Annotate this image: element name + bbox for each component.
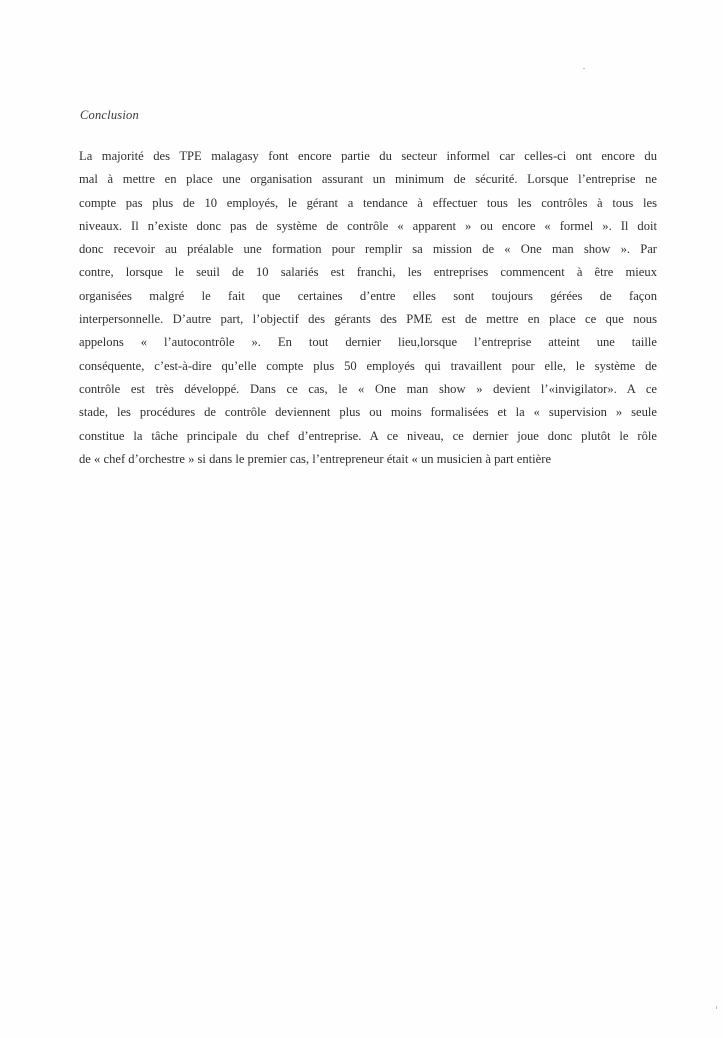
conclusion-paragraph [79, 145, 657, 471]
paragraph-line: compte pas plus de 10 employés, le gérant a tendance à effectuer tous les contrôles à tous les [79, 195, 657, 210]
paragraph-line: organisées malgré le fait que certaines d’entre elles sont toujours gérées de façon [79, 288, 657, 303]
paragraph-line: La majorité des TPE malagasy font encore partie du secteur informel car celles-ci ont encore du [79, 149, 657, 163]
paragraph-line: contrôle est très développé. Dans ce cas, le « One man show » devient l’«invigilator». A ce [79, 381, 657, 396]
scan-speck [583, 68, 585, 69]
paragraph-line: stade, les procédures de contrôle deviennent plus ou moins formalisées et la « supervision » seule [79, 405, 657, 420]
paragraph-line: donc recevoir au préalable une formation pour remplir sa mission de « One man show ». Par [79, 242, 657, 257]
paragraph-line: interpersonnelle. D’autre part, l’objectif des gérants des PME est de mettre en place ce que nous [79, 312, 657, 327]
paragraph-line: contre, lorsque le seuil de 10 salariés est franchi, les entreprises commencent à être mieux [79, 265, 657, 280]
paragraph-line: de « chef d’orchestre » si dans le premier cas, l’entrepreneur était « un musicien à part entière [79, 451, 552, 466]
paragraph-line: niveaux. Il n’existe donc pas de système de contrôle « apparent » ou encore « formel ». Il doit [79, 218, 657, 233]
scan-speck [716, 1006, 717, 1009]
paragraph-line: conséquente, c’est-à-dire qu’elle compte plus 50 employés qui travaillent pour elle, le système de [79, 358, 657, 373]
paragraph-line: appelons « l’autocontrôle ». En tout dernier lieu,lorsque l’entreprise atteint une taille [79, 335, 657, 350]
paragraph-line: mal à mettre en place une organisation assurant un minimum de sécurité. Lorsque l’entreprise ne [79, 172, 657, 187]
section-heading: Conclusion [80, 108, 139, 122]
paragraph-line: constitue la tâche principale du chef d’entreprise. A ce niveau, ce dernier joue donc plutôt le rôle [79, 428, 657, 443]
